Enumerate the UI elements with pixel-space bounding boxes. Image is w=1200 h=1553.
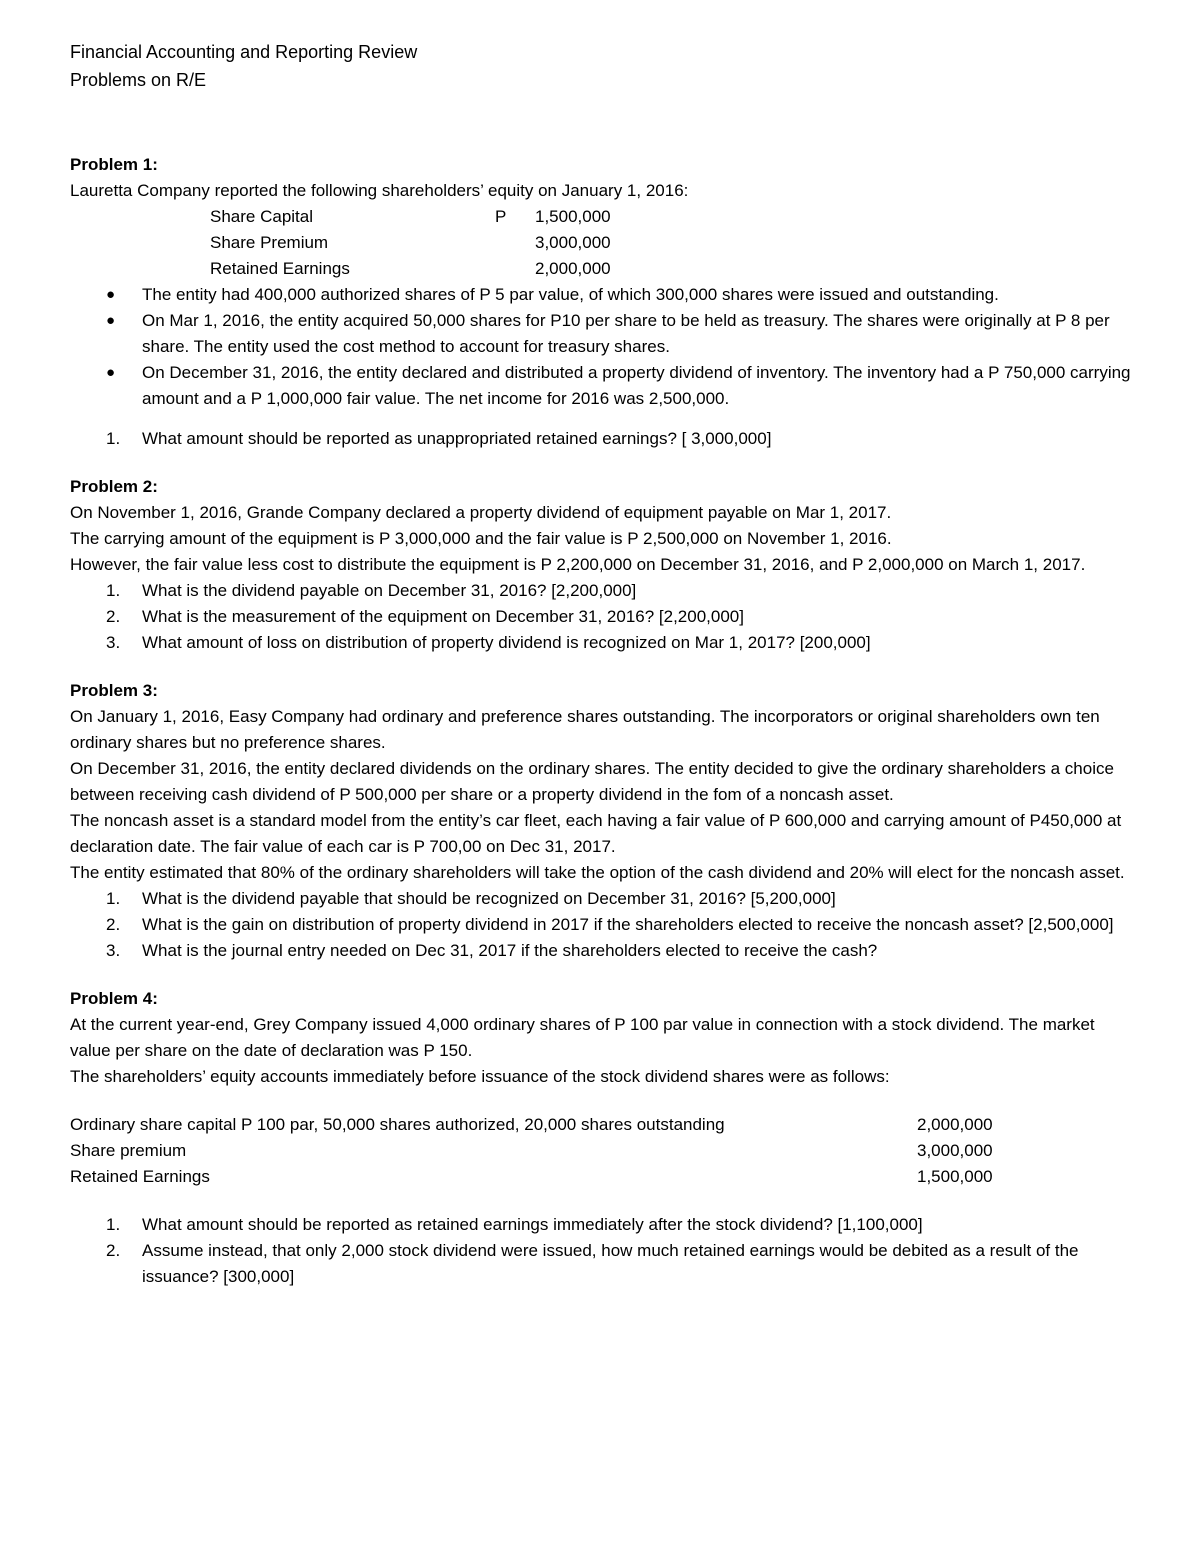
equity-label: Share Capital [210, 207, 314, 226]
account-value: 2,000,000 [917, 1115, 993, 1134]
equity-value: 2,000,000 [535, 259, 611, 278]
document-title: Financial Accounting and Reporting Review [70, 42, 418, 62]
document-subtitle: Problems on R/E [70, 70, 207, 90]
equity-value: 3,000,000 [535, 233, 611, 252]
account-row [70, 1138, 1132, 1164]
list-item: ● On December 31, 2016, the entity declared and distributed a property dividend of inventory. The inventory had a P 750,000 carrying amount and a P 1,000,000 fair value. The net income for 2016 was 2,500,000. [70, 360, 1132, 412]
equity-currency: P [495, 207, 507, 226]
bullet-icon: ● [106, 312, 116, 329]
problem-3-title: Problem 3: [70, 681, 158, 700]
paragraph: However, the fair value less cost to distribute the equipment is P 2,200,000 on December 31, 2016, and P 2,000,000 on March 1, 2017. [70, 555, 1086, 574]
problem-1-intro: Lauretta Company reported the following shareholders’ equity on January 1, 2016: [70, 181, 689, 200]
document-page [70, 38, 1132, 1290]
paragraph: The shareholders’ equity accounts immediately before issuance of the stock dividend shares were as follows: [70, 1067, 890, 1086]
problem-1 [70, 152, 1132, 452]
list-item: ● On Mar 1, 2016, the entity acquired 50,000 shares for P10 per share to be held as treasury. The shares were originally at P 8 per share. The entity used the cost method to account for treasury shares. [70, 308, 1132, 360]
account-row [70, 1112, 1132, 1138]
problem-3 [70, 678, 1132, 964]
paragraph: The noncash asset is a standard model from the entity’s car fleet, each having a fair value of P 600,000 and carrying amount of P450,000 at declaration date. The fair value of each car is P 700,00 on Dec 31, 2017. [70, 811, 1122, 856]
equity-row [70, 256, 1132, 282]
problem-1-questions [70, 426, 1132, 452]
equity-row [70, 204, 1132, 230]
question-item: 3. What amount of loss on distribution of property dividend is recognized on Mar 1, 2017? [200,000] [106, 633, 871, 652]
bullet-icon: ● [106, 286, 116, 303]
problem-4 [70, 986, 1132, 1290]
problem-2-title: Problem 2: [70, 477, 158, 496]
account-row [70, 1164, 1132, 1190]
paragraph: At the current year-end, Grey Company issued 4,000 ordinary shares of P 100 par value in connection with a stock dividend. The market value per share on the date of declaration was P 150. [70, 1015, 1095, 1060]
account-label: Share premium [70, 1141, 187, 1160]
equity-currency [495, 230, 535, 256]
equity-row [70, 230, 1132, 256]
question-item: 3. What is the journal entry needed on Dec 31, 2017 if the shareholders elected to receive the cash? [106, 941, 878, 960]
equity-table [70, 204, 1132, 282]
accounts-table [70, 1112, 1132, 1190]
question-item: 2. What is the measurement of the equipment on December 31, 2016? [2,200,000] [106, 607, 744, 626]
question-item: 1. What amount should be reported as unappropriated retained earnings? [ 3,000,000] [106, 429, 772, 448]
problem-2 [70, 474, 1132, 656]
list-item: ● The entity had 400,000 authorized shares of P 5 par value, of which 300,000 shares were issued and outstanding. [70, 282, 1132, 308]
problem-4-questions [70, 1212, 1132, 1290]
question-item: 1. What is the dividend payable that should be recognized on December 31, 2016? [5,200,000] [106, 889, 836, 908]
equity-value: 1,500,000 [535, 207, 611, 226]
account-value: 1,500,000 [917, 1167, 993, 1186]
problem-1-title: Problem 1: [70, 155, 158, 174]
paragraph: On December 31, 2016, the entity declared dividends on the ordinary shares. The entity decided to give the ordinary shareholders a choice between receiving cash dividend of P 500,000 per share or a property dividend in the fom of a noncash asset. [70, 759, 1114, 804]
equity-currency [495, 256, 535, 282]
problem-3-questions [70, 886, 1132, 964]
question-item: 2. Assume instead, that only 2,000 stock dividend were issued, how much retained earnings would be debited as a result of the issuance? [300,000] [106, 1241, 1079, 1286]
equity-label: Share Premium [210, 233, 329, 252]
account-value: 3,000,000 [917, 1141, 993, 1160]
paragraph: The entity estimated that 80% of the ordinary shareholders will take the option of the cash dividend and 20% will elect for the noncash asset. [70, 863, 1125, 882]
account-label: Ordinary share capital P 100 par, 50,000 shares authorized, 20,000 shares outstanding [70, 1115, 725, 1134]
question-item: 1. What is the dividend payable on December 31, 2016? [2,200,000] [106, 581, 637, 600]
problem-4-title: Problem 4: [70, 989, 158, 1008]
paragraph: On January 1, 2016, Easy Company had ordinary and preference shares outstanding. The incorporators or original shareholders own ten ordinary shares but no preference shares. [70, 707, 1100, 752]
problem-2-questions [70, 578, 1132, 656]
paragraph: On November 1, 2016, Grande Company declared a property dividend of equipment payable on Mar 1, 2017. [70, 503, 892, 522]
bullet-icon: ● [106, 364, 116, 381]
paragraph: The carrying amount of the equipment is P 3,000,000 and the fair value is P 2,500,000 on November 1, 2016. [70, 529, 892, 548]
question-item: 1. What amount should be reported as retained earnings immediately after the stock dividend? [1,100,000] [106, 1215, 923, 1234]
equity-label: Retained Earnings [210, 259, 350, 278]
problem-1-facts [70, 282, 1132, 412]
account-label: Retained Earnings [70, 1167, 210, 1186]
question-item: 2. What is the gain on distribution of property dividend in 2017 if the shareholders elected to receive the noncash asset? [2,500,000] [106, 915, 1114, 934]
